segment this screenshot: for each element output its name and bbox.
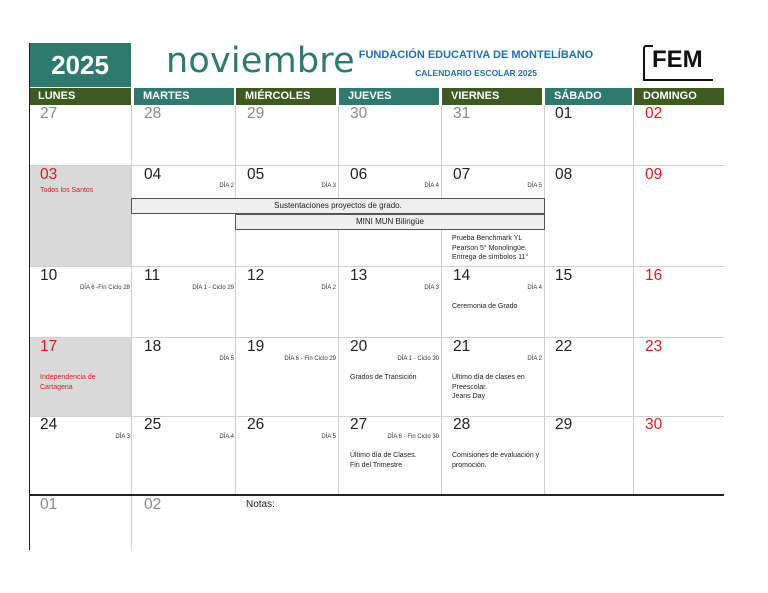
day-number: 28 — [453, 416, 471, 433]
day-number: 10 — [40, 267, 58, 284]
school-day-label: DÍA 3 — [115, 434, 130, 440]
holiday-label: Todos los Santos — [40, 187, 94, 194]
event-bar-mini-mun: MINI MUN Bilingüe — [235, 214, 545, 230]
event-line: Entrega de símbolos 11° — [452, 254, 529, 261]
day-number: 02 — [144, 496, 162, 513]
day-number: 04 — [144, 166, 162, 183]
day-number: 16 — [645, 267, 663, 284]
event-line: Último día de Clases. — [350, 452, 417, 459]
day-number: 21 — [453, 338, 471, 355]
calendar-subtitle: CALENDARIO ESCOLAR 2025 — [415, 68, 537, 78]
weekday-lunes: LUNES — [29, 88, 131, 105]
day-number: 09 — [645, 166, 663, 183]
event-note-comisiones — [452, 451, 539, 470]
weekday-domingo: DOMINGO — [634, 88, 724, 105]
day-number: 27 — [350, 416, 368, 433]
grid-line — [30, 416, 724, 417]
school-day-label: DÍA 1 - Ciclo 30 — [397, 356, 439, 362]
day-number: 26 — [247, 416, 265, 433]
grid-line — [235, 105, 236, 495]
day-number: 24 — [40, 416, 58, 433]
school-day-label: DÍA 1 - Ciclo 29 — [192, 285, 234, 291]
day-number: 27 — [40, 105, 58, 122]
year-badge: 2025 — [29, 43, 131, 87]
day-number: 11 — [144, 267, 161, 284]
grid-line — [131, 105, 132, 550]
event-line: Comisiones de evaluación y — [452, 452, 540, 459]
event-line: promoción. — [452, 461, 487, 469]
weekday-jueves: JUEVES — [339, 88, 439, 105]
event-line: Preescolar. — [452, 383, 488, 391]
school-day-label: DÍA 2 — [321, 285, 336, 291]
event-note-ceremonia: Ceremonia de Grado — [452, 303, 518, 310]
day-number: 17 — [40, 338, 58, 355]
school-day-label: DÍA 3 — [424, 285, 439, 291]
grid-line — [30, 165, 724, 166]
school-day-label: DÍA 6 -Fin Ciclo 28 — [79, 285, 130, 291]
day-number: 30 — [645, 416, 663, 433]
day-number: 03 — [40, 166, 58, 183]
weekday-martes: MARTES — [134, 88, 234, 105]
holiday-line: Cartagena — [40, 383, 73, 391]
school-day-label: DÍA 4 — [527, 285, 542, 291]
event-note-ultimo-clases — [350, 451, 417, 470]
month-title: noviembre — [166, 41, 355, 81]
day-number: 29 — [555, 416, 573, 433]
organization-name: FUNDACIÓN EDUCATIVA DE MONTELÍBANO — [358, 49, 594, 61]
day-number: 28 — [144, 105, 162, 122]
day-number: 20 — [350, 338, 368, 355]
day-number: 15 — [555, 267, 573, 284]
school-day-label: DÍA 3 — [321, 183, 336, 189]
fem-logo-mark — [643, 44, 717, 82]
grid-line — [30, 337, 724, 338]
weekday-sabado: SÁBADO — [545, 88, 632, 105]
grid-line — [441, 105, 442, 495]
day-number: 12 — [247, 267, 265, 284]
day-number: 31 — [453, 105, 471, 122]
event-line: Prueba Benchmark YL — [452, 235, 523, 242]
event-note-benchmark — [452, 234, 528, 263]
school-day-label: DÍA 6 - Fin Ciclo 29 — [284, 356, 336, 362]
holiday-line: Independencia de — [40, 374, 96, 381]
day-number: 08 — [555, 166, 573, 183]
day-number: 25 — [144, 416, 162, 433]
day-number: 01 — [40, 496, 58, 513]
event-bar-sustentaciones: Sustentaciones proyectos de grado. — [131, 198, 545, 214]
grid-line — [544, 105, 545, 495]
day-number: 29 — [247, 105, 265, 122]
event-line: Último día de clases en — [452, 374, 525, 381]
school-day-label: DÍA 4 — [219, 434, 234, 440]
grid-line — [633, 105, 634, 495]
day-number: 23 — [645, 338, 663, 355]
day-number: 05 — [247, 166, 265, 183]
day-number: 06 — [350, 166, 368, 183]
event-note-transicion: Grados de Transición — [350, 374, 417, 381]
event-line: Fin del Trimestre — [350, 461, 403, 469]
notes-divider — [29, 494, 724, 496]
school-day-label: DÍA 5 — [527, 183, 542, 189]
fem-logo — [643, 44, 717, 82]
day-number: 07 — [453, 166, 471, 183]
school-day-label: DÍA 5 — [321, 434, 336, 440]
day-number: 19 — [247, 338, 265, 355]
holiday-label — [40, 373, 96, 392]
day-number: 02 — [645, 105, 663, 122]
school-day-label: DÍA 4 — [424, 183, 439, 189]
fem-logo-text: FEM — [652, 46, 703, 73]
day-number: 13 — [350, 267, 368, 284]
weekday-viernes: VIERNES — [442, 88, 542, 105]
grid-line — [30, 266, 724, 267]
notes-label: Notas: — [246, 499, 275, 510]
event-note-preescolar — [452, 373, 525, 402]
weekday-miercoles: MIÉRCOLES — [236, 88, 336, 105]
day-number: 14 — [453, 267, 471, 284]
school-day-label: DÍA 2 — [527, 356, 542, 362]
event-line: Pearson 5° Monolingüe. — [452, 244, 527, 252]
day-number: 01 — [555, 105, 573, 122]
left-border — [29, 43, 30, 550]
school-day-label: DÍA 6 - Fin Ciclo 30 — [387, 434, 439, 440]
grid-line — [338, 105, 339, 495]
day-number: 18 — [144, 338, 162, 355]
school-day-label: DÍA 5 — [219, 356, 234, 362]
event-line: Jeans Day — [452, 393, 486, 400]
school-day-label: DÍA 2 — [219, 183, 234, 189]
day-number: 22 — [555, 338, 573, 355]
day-number: 30 — [350, 105, 368, 122]
